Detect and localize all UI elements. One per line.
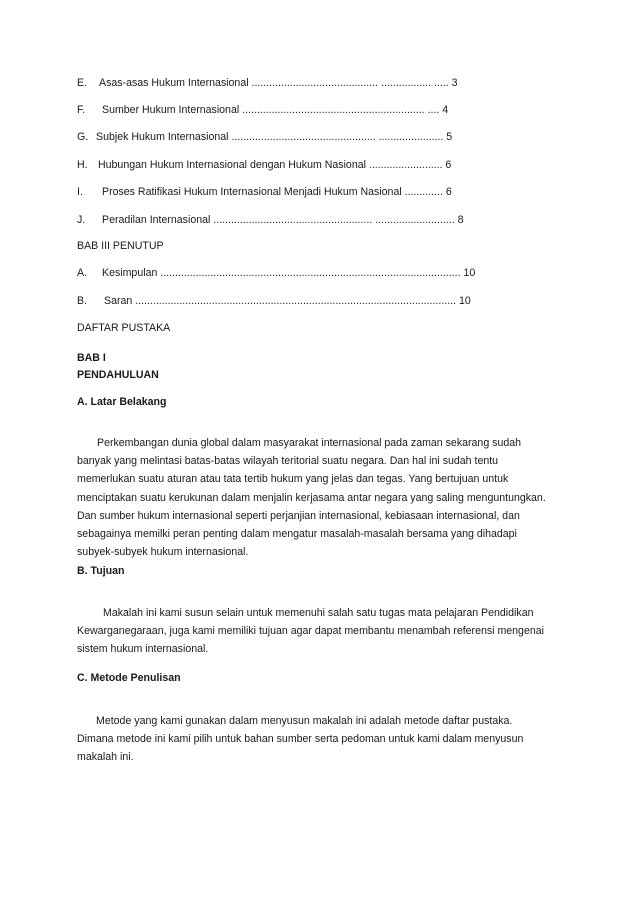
toc-letter: J. xyxy=(77,214,86,226)
toc-letter: F. xyxy=(77,104,86,116)
paragraph-line: menciptakan suatu kerukunan dalam menjalin kerjasama antar negara yang saling menguntungkan. xyxy=(77,491,546,504)
toc-letter: E. xyxy=(77,77,88,89)
toc-entry-text: Subjek Hukum Internasional ................................................. ...................... 5 xyxy=(96,131,453,143)
paragraph-line: subyek-subyek hukum internasional. xyxy=(77,546,249,559)
paragraph-line: Metode yang kami gunakan dalam menyusun makalah ini adalah metode daftar pustaka. xyxy=(96,715,513,727)
chapter-number: BAB I xyxy=(77,352,106,364)
paragraph-line: Dan sumber hukum internasional seperti perjanjian internasional, kebiasaan internasional, dan xyxy=(77,509,520,522)
daftar-pustaka-heading: DAFTAR PUSTAKA xyxy=(77,322,171,334)
paragraph-latar-belakang xyxy=(77,434,567,561)
toc-letter: I. xyxy=(77,186,83,198)
section-heading: B. Tujuan xyxy=(77,565,125,577)
toc-letter: G. xyxy=(77,131,89,143)
toc-entry-text: Asas-asas Hukum Internasional ........................................... ................. ..... 3 xyxy=(99,77,458,89)
paragraph-line: sistem hukum internasional. xyxy=(77,643,209,656)
paragraph-line: banyak yang melintasi batas-batas wilayah teritorial suatu negara. Dan hal ini sudah tentu xyxy=(77,455,499,468)
toc-letter: B. xyxy=(77,295,88,307)
paragraph-tujuan xyxy=(77,604,567,659)
paragraph-line: Dimana metode ini kami pilih untuk bahan sumber serta pedoman untuk kami dalam menyusun xyxy=(77,733,524,746)
toc-entry-text: Hubungan Hukum Internasional dengan Hukum Nasional ......................... 6 xyxy=(98,159,452,171)
paragraph-line: sebagainya memilki peran penting dalam mengatur masalah-masalah bersama yang dihadapi xyxy=(77,528,517,541)
paragraph-line: Makalah ini kami susun selain untuk memenuhi salah satu tugas mata pelajaran Pendidikan xyxy=(103,607,534,619)
toc-entry-text: Sumber Hukum Internasional .............................................................. .... 4 xyxy=(102,104,449,116)
paragraph-line: makalah ini. xyxy=(77,751,134,764)
paragraph-line: memerlukan suatu aturan atau tata tertib hukum yang jelas dan tegas. Yang bertujuan untuk xyxy=(77,473,509,486)
toc-entry-text: Saran ............................................................................................................. 10 xyxy=(104,295,471,307)
paragraph-line: Kewarganegaraan, juga kami memiliki tujuan agar dapat membantu menambah referensi mengenai xyxy=(77,625,544,638)
toc-letter: H. xyxy=(77,159,88,171)
paragraph-line: Perkembangan dunia global dalam masyarakat internasional pada zaman sekarang sudah xyxy=(97,437,522,449)
paragraph-metode-penulisan xyxy=(77,712,567,767)
toc-entry-text: Proses Ratifikasi Hukum Internasional Menjadi Hukum Nasional ............. 6 xyxy=(102,186,452,198)
toc-letter: A. xyxy=(77,267,88,279)
chapter-title: PENDAHULUAN xyxy=(77,369,159,381)
section-heading: A. Latar Belakang xyxy=(77,396,167,408)
toc-entry-text: Kesimpulan ...................................................................................................... 10 xyxy=(102,267,476,279)
toc-entry-text: Peradilan Internasional ...................................................... ........................... 8 xyxy=(102,214,464,226)
bab3-title: BAB III PENUTUP xyxy=(77,240,164,252)
section-heading: C. Metode Penulisan xyxy=(77,672,181,684)
